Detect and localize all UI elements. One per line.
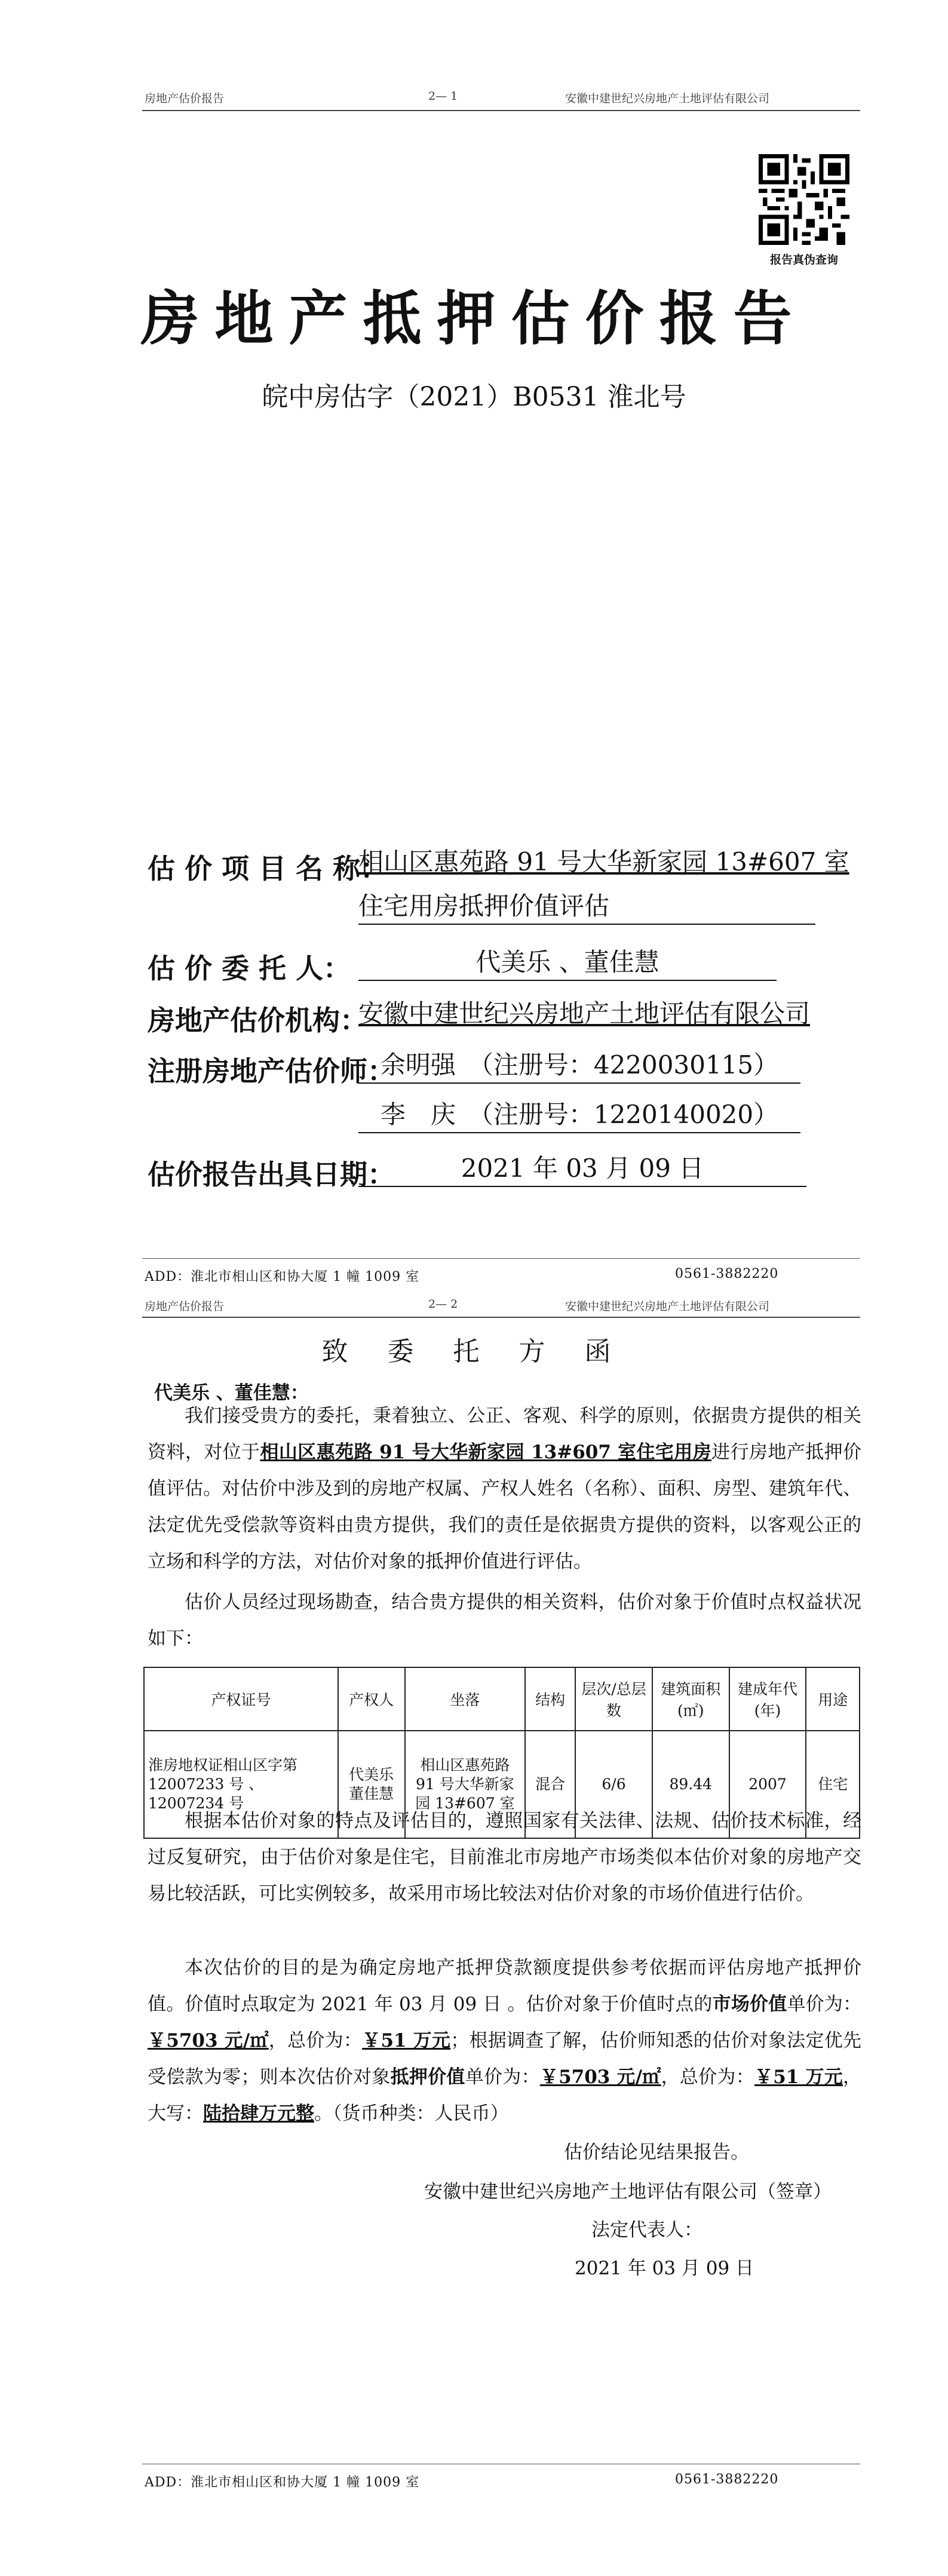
qr-verify-label: 报告真伪查询 [769,253,838,266]
market-value-term: 市场价值 [712,1994,787,2015]
table-cell-year: 2007 [729,1731,806,1838]
page1-footer-rule [142,1258,860,1259]
page1-footer-phone: 0561-3882220 [675,1266,779,1281]
page2-header-left: 房地产估价报告 [145,1300,225,1313]
letter-paragraph-4: 本次估价的目的是为确定房地产抵押贷款额度提供参考依据而评估房地产抵押价值。价值时点取定为 2021 年 03 月 09 日 。估价对象于价值时点的市场价值单价为：￥5703 元/㎡，总价为：￥51 万元；根据调查了解，估价师知悉的估价对象法定优先受偿款为零；则本次估价对象抵押价值单价为：￥5703 元/㎡，总价为：￥51 万元，大写：陆拾肆万元整。（货币种类：人民币） [148,1957,862,2124]
page1-header-right: 安徽中建世纪兴房地产土地评估有限公司 [565,92,770,105]
page1-header-left: 房地产估价报告 [145,92,225,105]
table-cell-owner: 代美乐 董佳慧 [338,1731,405,1838]
page2-header-page-number: 2— 2 [428,1298,458,1311]
letter-title: 致 委 托 方 函 [321,1336,627,1367]
table-header-cell: 建筑面积(㎡) [652,1667,729,1731]
table-header-cell: 产权证号 [144,1667,338,1731]
appraiser-2-value: 李 庆 （注册号：1220140020） [358,1097,800,1133]
table-header-cell: 层次/总层数 [575,1667,652,1731]
table-header-cell: 坐落 [405,1667,526,1731]
table-cell-structure: 混合 [525,1731,575,1838]
table-cell-certificate: 淮房地权证相山区字第 12007233 号 、12007234 号 [144,1731,338,1838]
mortgage-value-term: 抵押价值 [390,2066,465,2088]
table-cell-location: 相山区惠苑路 91 号大华新家园 13#607 室 [405,1731,526,1838]
report-title: 房地产抵押估价报告 [140,284,808,353]
mortgage-unit-price: ￥5703 元/㎡ [539,2066,661,2088]
property-address-highlight: 相山区惠苑路 91 号大华新家园 13#607 室住宅用房 [260,1442,712,1463]
market-unit-price: ￥5703 元/㎡ [148,2030,269,2051]
letter-paragraph-2: 估价人员经过现场勘查，结合贵方提供的相关资料，估价对象于价值时点权益状况如下： [148,1591,861,1649]
market-total-price: ￥51 万元 [362,2030,451,2051]
page2-footer-phone: 0561-3882220 [675,2472,779,2487]
page2-header-right: 安徽中建世纪兴房地产土地评估有限公司 [565,1300,770,1313]
client-value: 代美乐 、董佳慧 [358,945,777,981]
table-header-cell: 建成年代(年) [729,1667,806,1731]
mortgage-total-price: ￥51 万元 [754,2066,843,2088]
table-cell-area: 89.44 [652,1731,729,1838]
letter-addressee: 代美乐 、董佳慧： [154,1382,309,1404]
page1-header-page-number: 2— 1 [428,90,458,103]
signature-company: 安徽中建世纪兴房地产土地评估有限公司（签章） [424,2181,832,2203]
total-price-in-words: 陆拾肆万元整 [203,2103,314,2124]
table-header-cell: 用途 [806,1667,860,1731]
appraiser-1-value: 余明强 （注册号：4220030115） [358,1048,800,1084]
signature-legal-representative: 法定代表人： [591,2219,702,2241]
letter-paragraph-1: 我们接受贵方的委托，秉着独立、公正、客观、科学的原则，依据贵方提供的相关资料，对位于相山区惠苑路 91 号大华新家园 13#607 室住宅用房进行房地产抵押价值评估。对估价中涉及到的房地产权属、产权人姓名（名称）、面积、房型、建筑年代、法定优先受偿款等资料由贵方提供，我们的责任是依据贵方提供的资料，以客观公正的立场和科学的方法，对估价对象的抵押价值进行评估。 [148,1405,862,1572]
table-header-cell: 产权人 [338,1667,405,1731]
page1-header-rule [142,110,860,111]
issue-date-label: 估价报告出具日期： [148,1158,395,1191]
agency-label: 房地产估价机构： [148,1004,367,1036]
table-header-row [144,1667,860,1731]
table-cell-floor: 6/6 [575,1731,652,1838]
page2-header-rule [142,1317,860,1318]
issue-date-value: 2021 年 03 月 09 日 [358,1151,806,1187]
page2-footer-address: ADD：淮北市相山区和协大厦 1 幢 1009 室 [145,2475,420,2490]
table-cell-usage: 住宅 [806,1731,860,1838]
closing-note: 估价结论见结果报告。 [564,2142,749,2163]
project-name-value-line2: 住宅用房抵押价值评估 [358,889,815,925]
qr-code-icon[interactable] [759,154,849,245]
client-label: 估 价 委 托 人： [148,952,351,985]
project-name-label: 估 价 项 目 名 称： [148,852,388,885]
letter-paragraph-3: 根据本估价对象的特点及评估目的，遵照国家有关法律、法规、估价技术标准，经过反复研究，由于估价对象是住宅，目前淮北市房地产市场类似本估价对象的房地产交易比较活跃，可比实例较多，故采用市场比较法对估价对象的市场价值进行估价。 [148,1810,861,1905]
project-name-value-line1: 相山区惠苑路 91 号大华新家园 13#607 室 [358,847,849,876]
signature-date: 2021 年 03 月 09 日 [575,2258,754,2279]
appraiser-label: 注册房地产估价师： [148,1055,395,1087]
table-header-cell: 结构 [525,1667,575,1731]
report-document-number: 皖中房估字（2021）B0531 淮北号 [262,382,686,412]
page1-footer-address: ADD：淮北市相山区和协大厦 1 幢 1009 室 [145,1269,420,1284]
agency-value: 安徽中建世纪兴房地产土地评估有限公司 [358,999,811,1028]
